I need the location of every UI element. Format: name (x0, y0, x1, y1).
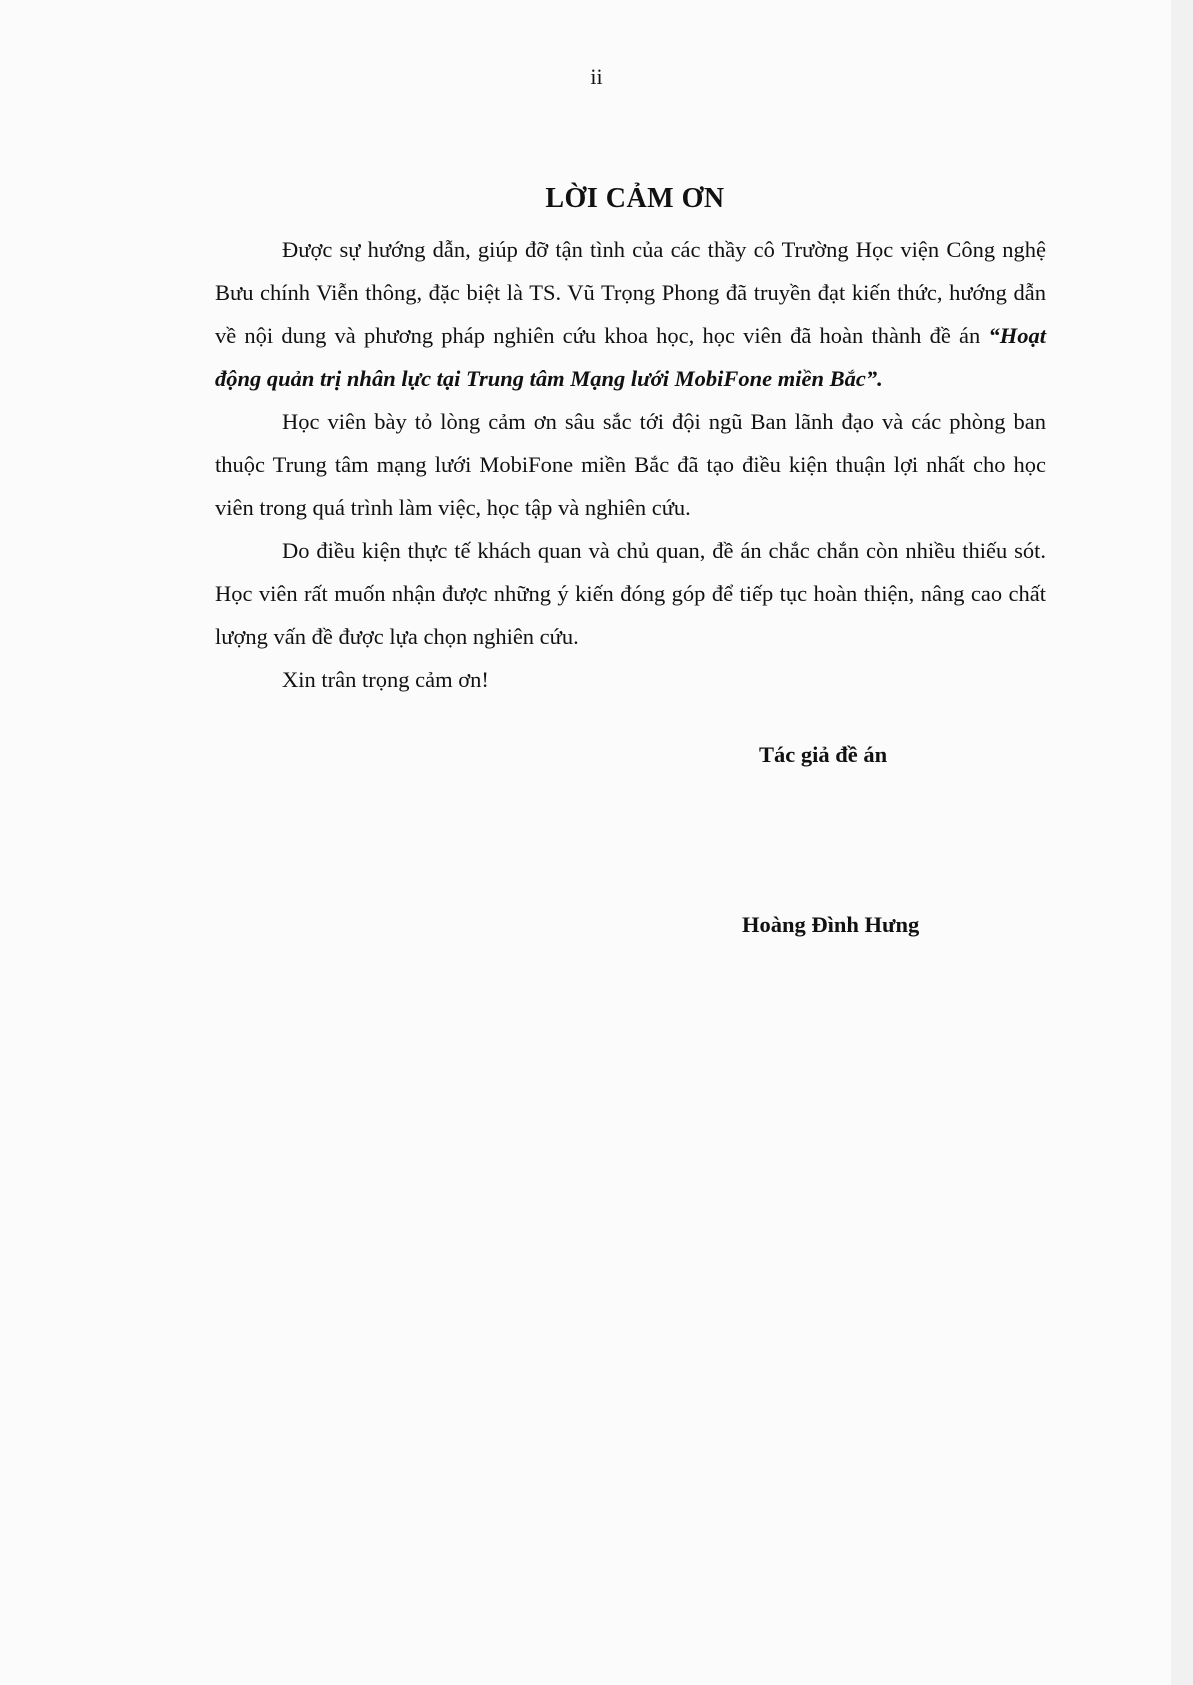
paragraph-1 (215, 228, 1046, 400)
paragraph-1-text: Được sự hướng dẫn, giúp đỡ tận tình của các thầy cô Trường Học viện Công nghệ Bưu chính Viễn thông, đặc biệt là TS. Vũ Trọng Phong đã truyền đạt kiến thức, hướng dẫn về nội dung và phương pháp nghiên cứu khoa học, học viên đã hoàn thành đề án (215, 237, 1046, 348)
page-title: LỜI CẢM ƠN (545, 183, 725, 214)
paragraph-4: Xin trân trọng cảm ơn! (282, 667, 489, 692)
page-number: ii (590, 64, 603, 89)
acknowledgement-body (215, 228, 1046, 701)
paragraph-2: Học viên bày tỏ lòng cảm ơn sâu sắc tới đội ngũ Ban lãnh đạo và các phòng ban thuộc Trung tâm mạng lưới MobiFone miền Bắc đã tạo điều kiện thuận lợi nhất cho học viên trong quá trình làm việc, học tập và nghiên cứu. (215, 409, 1046, 520)
project-title: “Hoạt động quản trị nhân lực tại Trung tâm Mạng lưới MobiFone miền Bắc”. (215, 323, 1046, 391)
signature-role: Tác giả đề án (759, 742, 888, 767)
scan-edge (1171, 0, 1193, 1685)
signature-name: Hoàng Đình Hưng (742, 912, 920, 937)
paragraph-3: Do điều kiện thực tế khách quan và chủ quan, đề án chắc chắn còn nhiều thiếu sót. Học viên rất muốn nhận được những ý kiến đóng góp để tiếp tục hoàn thiện, nâng cao chất lượng vấn đề được lựa chọn nghiên cứu. (215, 538, 1046, 649)
